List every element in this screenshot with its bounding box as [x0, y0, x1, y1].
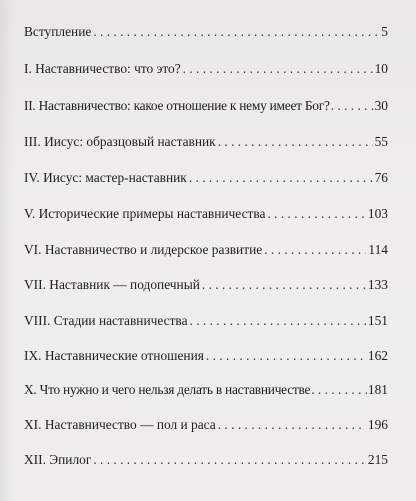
- toc-entry-page: 151: [367, 313, 388, 328]
- toc-entry-page: 30: [374, 98, 388, 113]
- toc-dot-leader: [190, 311, 366, 331]
- toc-entry-title: II. Наставничество: какое отношение к нему имеет Бог?: [24, 98, 330, 113]
- toc-dot-leader: [206, 346, 366, 366]
- toc-dot-leader: [202, 275, 366, 295]
- toc-dot-leader: [311, 380, 367, 400]
- toc-dot-leader: [189, 168, 373, 188]
- toc-entry-title: V. Исторические примеры наставничества: [24, 206, 266, 221]
- toc-dot-leader: [264, 240, 366, 260]
- toc-entry-title: VIII. Стадии наставничества: [24, 313, 188, 328]
- toc-entry-page: 162: [367, 348, 388, 363]
- toc-entry-page: 215: [367, 452, 388, 467]
- toc-entry: [24, 380, 388, 400]
- toc-dot-leader: [93, 22, 379, 42]
- toc-entry-title: IV. Иисус: мастер-наставник: [24, 170, 187, 185]
- toc-entry: [24, 168, 388, 188]
- toc-entry: [24, 240, 388, 260]
- toc-entry: [24, 415, 388, 435]
- toc-entry-title: III. Иисус: образцовый наставник: [24, 134, 216, 149]
- toc-entry: [24, 311, 388, 331]
- toc-entry-page: 5: [381, 24, 388, 39]
- toc-entry-page: 10: [374, 61, 388, 76]
- toc-dot-leader: [183, 59, 373, 79]
- toc-entry-page: 114: [368, 242, 388, 257]
- toc-entry-title: VII. Наставник — подопечный: [24, 277, 200, 292]
- toc-entry-page: 133: [367, 277, 388, 292]
- toc-entry-title: XII. Эпилог: [24, 452, 92, 467]
- toc-entry-title: VI. Наставничество и лидерское развитие: [24, 242, 263, 257]
- page-gutter-shadow: [0, 0, 14, 501]
- toc-entry-title: X. Что нужно и чего нельзя делать в наставничестве: [24, 382, 311, 397]
- toc-dot-leader: [331, 96, 374, 116]
- toc-entry: [24, 96, 388, 116]
- toc-entry: [24, 22, 388, 42]
- toc-dot-leader: [218, 415, 366, 435]
- toc-entry: [24, 204, 388, 224]
- toc-dot-leader: [218, 132, 373, 152]
- toc-entry-title: IX. Наставнические отношения: [24, 348, 204, 363]
- toc-entry: [24, 275, 388, 295]
- toc-entry: [24, 450, 388, 470]
- toc-dot-leader: [93, 450, 366, 470]
- toc-entry-page: 196: [367, 417, 388, 432]
- toc-dot-leader: [267, 204, 365, 224]
- toc-entry-page: 103: [367, 206, 388, 221]
- toc-entry-title: I. Наставничество: что это?: [24, 61, 181, 76]
- toc-entry-page: 76: [374, 170, 388, 185]
- toc-entry-title: XI. Наставничество — пол и раса: [24, 417, 216, 432]
- toc-entry-title: Вступление: [24, 24, 92, 39]
- toc-entry: [24, 346, 388, 366]
- toc-entry-page: 55: [374, 134, 388, 149]
- toc-entry: [24, 59, 388, 79]
- toc-entry-page: 181: [367, 382, 388, 397]
- toc-entry: [24, 132, 388, 152]
